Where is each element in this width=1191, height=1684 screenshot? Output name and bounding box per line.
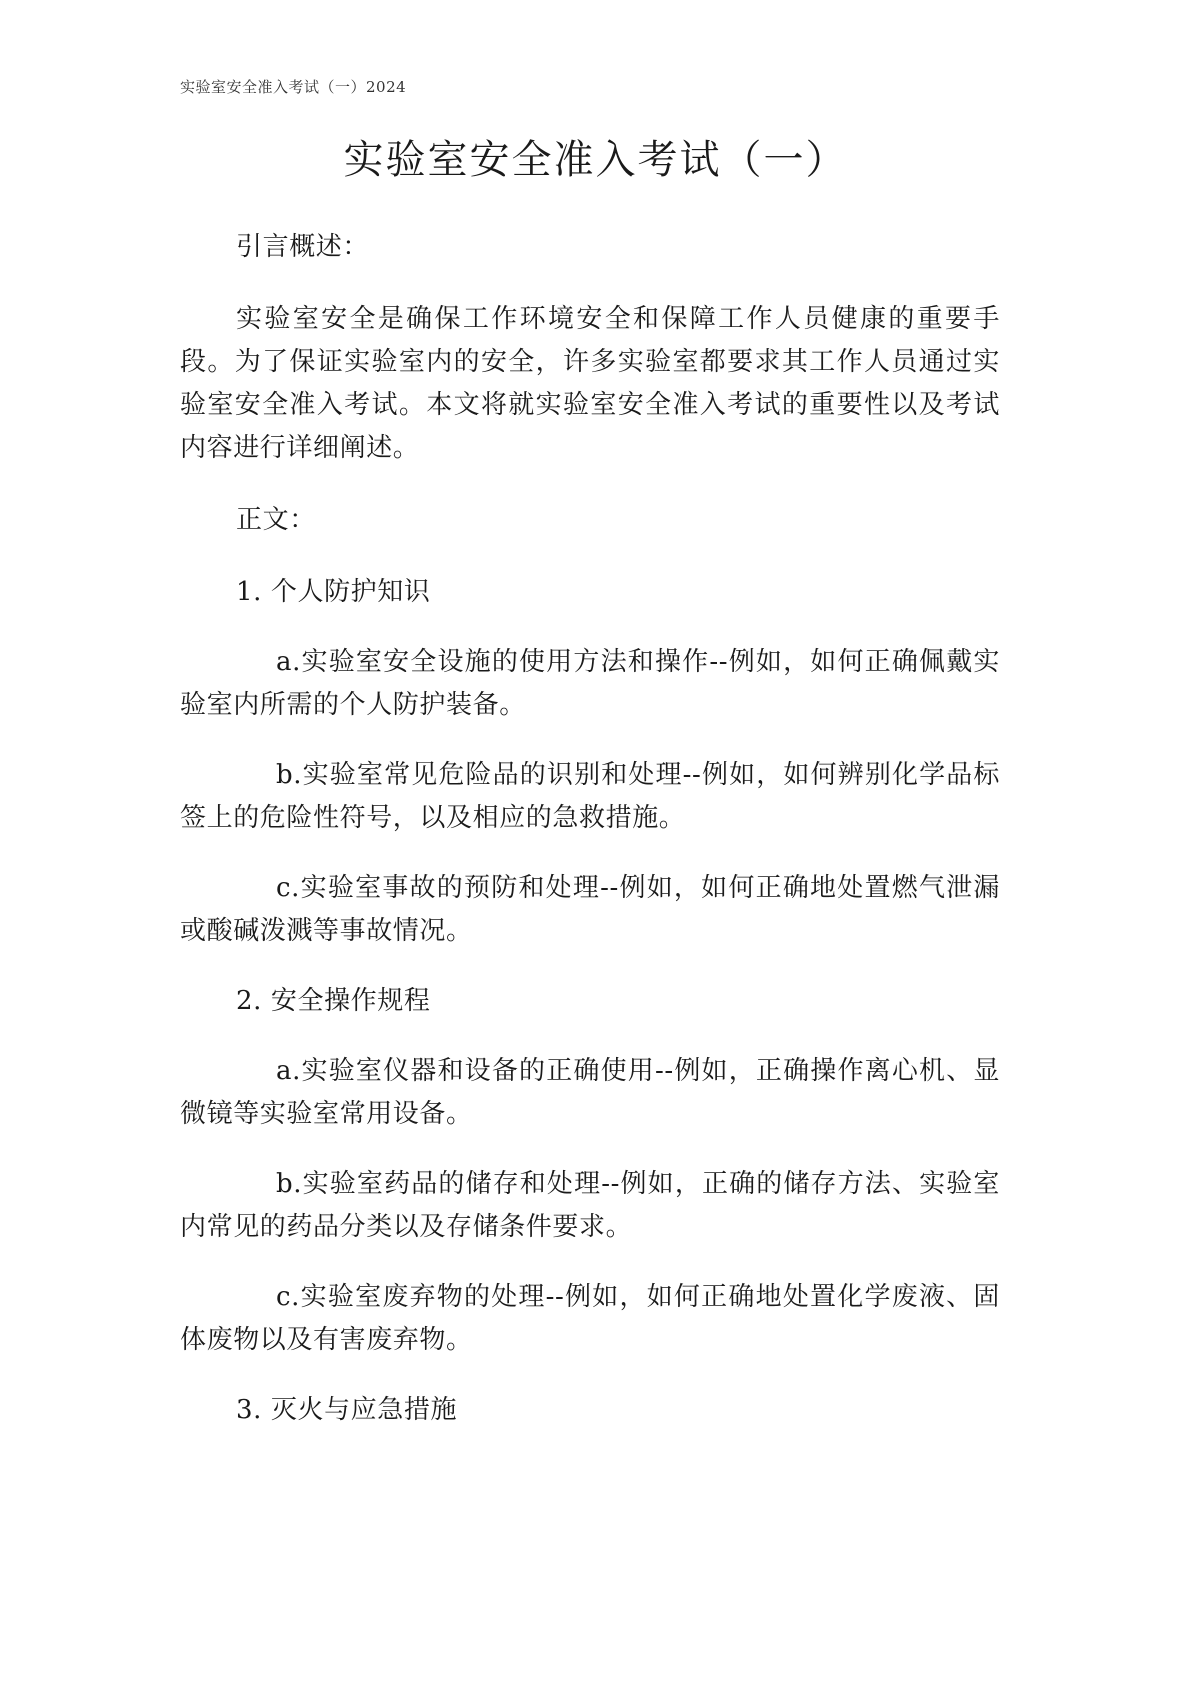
section-2-item-c: c.实验室废弃物的处理--例如，如何正确地处置化学废液、固体废物以及有害废弃物。 (180, 1282, 1000, 1355)
section-heading-2: 2. 安全操作规程 (236, 986, 431, 1016)
section-heading-1: 1. 个人防护知识 (236, 577, 431, 607)
section-2-item-a: a.实验室仪器和设备的正确使用--例如，正确操作离心机、显微镜等实验室常用设备。 (180, 1056, 1000, 1129)
intro-heading: 引言概述： (236, 232, 370, 262)
document-title: 实验室安全准入考试（一） (343, 137, 848, 183)
section-1-item-c: c.实验室事故的预防和处理--例如，如何正确地处置燃气泄漏或酸碱泼溅等事故情况。 (180, 873, 1000, 946)
section-1-item-b: b.实验室常见危险品的识别和处理--例如，如何辨别化学品标签上的危险性符号，以及相应的急救措施。 (180, 760, 1000, 833)
section-heading-3: 3. 灭火与应急措施 (236, 1395, 458, 1425)
body-heading: 正文： (236, 505, 316, 535)
intro-paragraph: 实验室安全是确保工作环境安全和保障工作人员健康的重要手段。为了保证实验室内的安全，许多实验室都要求其工作人员通过实验室安全准入考试。本文将就实验室安全准入考试的重要性以及考试内容进行详细阐述。 (180, 304, 1000, 463)
document-body (180, 226, 1000, 1432)
running-header: 实验室安全准入考试（一）2024 (180, 78, 407, 96)
section-2-item-b: b.实验室药品的储存和处理--例如，正确的储存方法、实验室内常见的药品分类以及存储条件要求。 (180, 1169, 1000, 1242)
section-1-item-a: a.实验室安全设施的使用方法和操作--例如，如何正确佩戴实验室内所需的个人防护装备。 (180, 647, 1000, 720)
